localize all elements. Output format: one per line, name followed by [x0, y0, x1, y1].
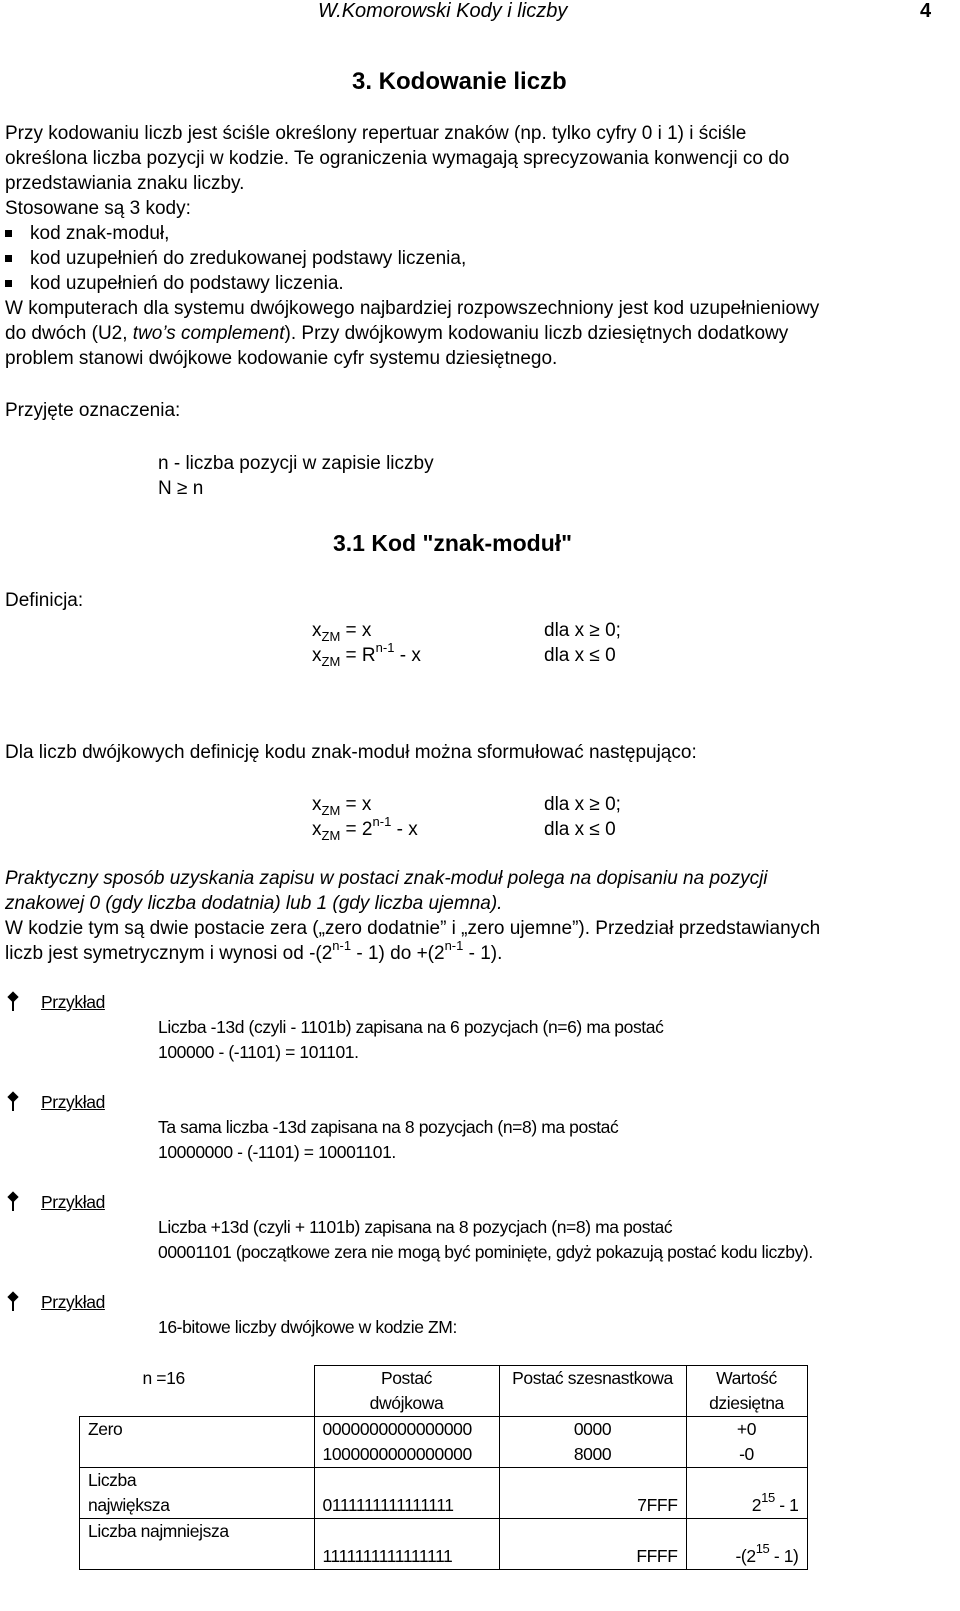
example-line: 10000000 - (-1101) = 10001101. [158, 1142, 396, 1162]
definition-condition-1: dla x ≥ 0; [544, 620, 621, 641]
binary-formula-2: $x_{ZM} = 2^{n-1} - x$ [312, 814, 418, 843]
code-list-item: kod uzupełnień do podstawy liczenia. [5, 271, 344, 296]
table-header-n: n =16 [142, 1367, 185, 1388]
practical-line-4: liczb jest symetrycznym i wynosi od -(2$^{n-1}$ - 1) do $+(2^{n-1} - 1)$. [5, 938, 503, 964]
intro-line-3: przedstawiania znaku liczby. [5, 173, 245, 194]
table-cell-binary: 0111111111111111 [314, 1468, 499, 1519]
intro-line-2: określona liczba pozycji w kodzie. Te ograniczenia wymagają sprecyzowania konwencji co do [5, 148, 790, 169]
table-row [80, 1519, 808, 1570]
table-cell-binary: 1111111111111111 [314, 1519, 499, 1570]
definition-condition-2: dla x ≤ 0 [544, 645, 616, 666]
table-cell-decimal: $-(2^{15} - 1)$ [686, 1519, 807, 1570]
code-list-item: kod znak-moduł, [5, 221, 169, 246]
binary-condition-1: dla x ≥ 0; [544, 794, 621, 815]
binary-condition-2: dla x ≤ 0 [544, 819, 616, 840]
para2-line-1: W komputerach dla systemu dwójkowego najbardziej rozpowszechniony jest kod uzupełnieniowy [5, 298, 820, 319]
example-line: 100000 - (-1101) = 101101. [158, 1042, 359, 1062]
table-header-binary: Postać dwójkowa [314, 1366, 499, 1417]
diamond-bullet-icon [6, 1091, 20, 1113]
definition-label: Definicja: [5, 590, 84, 611]
table-row [80, 1468, 808, 1519]
diamond-bullet-icon [6, 1191, 20, 1213]
diamond-bullet-icon [6, 1291, 20, 1313]
table-header-row [80, 1366, 808, 1417]
codes-intro: Stosowane są 3 kody: [5, 198, 191, 219]
practical-line-3: W kodzie tym są dwie postacie zera („zero dodatnie” i „zero ujemne”). Przedział przedstawianych [5, 918, 821, 939]
example-label: Przykład [41, 992, 105, 1012]
example-line: 00001101 (początkowe zera nie mogą być pominięte, gdyż pokazują postać kodu liczby). [158, 1242, 813, 1262]
table-row [80, 1417, 808, 1468]
example-label: Przykład [41, 1292, 105, 1312]
section-title: 3. Kodowanie liczb [352, 68, 567, 95]
table-cell-hex: 7FFF [499, 1468, 686, 1519]
table-cell-label: Liczba najmniejsza [80, 1519, 315, 1570]
practical-line-1: Praktyczny sposób uzyskania zapisu w postaci znak-moduł polega na dopisaniu na pozycji [5, 868, 768, 889]
binary-def-text: Dla liczb dwójkowych definicję kodu znak-moduł można sformułować następująco: [5, 742, 697, 763]
table-cell-binary: 0000000000000000 1000000000000000 [314, 1417, 499, 1468]
table-header-hex: Postać szesnastkowa [499, 1366, 686, 1417]
table-cell-label: Liczba największa [80, 1468, 315, 1519]
notation-line-1: n - liczba pozycji w zapisie liczby [158, 453, 434, 474]
bullet-square-icon [5, 280, 12, 287]
diamond-bullet-icon [6, 991, 20, 1013]
example-line: Liczba +13d (czyli + 1101b) zapisana na 8 pozycjach (n=8) ma postać [158, 1217, 673, 1237]
example-label: Przykład [41, 1092, 105, 1112]
running-header-title: W.Komorowski Kody i liczby [318, 0, 568, 22]
page-number: 4 [920, 0, 932, 22]
para2-line-3: problem stanowi dwójkowe kodowanie cyfr systemu dziesiętnego. [5, 348, 558, 369]
bullet-square-icon [5, 255, 12, 262]
bullet-square-icon [5, 230, 12, 237]
table-cell-hex: 0000 8000 [499, 1417, 686, 1468]
zm-table [79, 1365, 808, 1570]
definition-formula-1: $x_{ZM} = x$ [312, 620, 372, 644]
table-cell-hex: FFFF [499, 1519, 686, 1570]
notation-label: Przyjęte oznaczenia: [5, 400, 181, 421]
example-line: 16-bitowe liczby dwójkowe w kodzie ZM: [158, 1317, 457, 1337]
notation-line-2: N ≥ n [158, 478, 204, 499]
para2-line-2: do dwóch (U2, two’s complement). Przy dwójkowym kodowaniu liczb dziesiętnych dodatkowy [5, 323, 789, 344]
table-cell-label: Zero [80, 1417, 315, 1468]
example-label: Przykład [41, 1192, 105, 1212]
example-line: Liczba -13d (czyli - 1101b) zapisana na 6 pozycjach (n=6) ma postać [158, 1017, 664, 1037]
binary-formula-1: $x_{ZM} = x$ [312, 794, 372, 818]
table-header-decimal: Wartość dziesiętna [686, 1366, 807, 1417]
practical-line-2: znakowej 0 (gdy liczba dodatnia) lub 1 (gdy liczba ujemna). [5, 893, 503, 914]
intro-line-1: Przy kodowaniu liczb jest ściśle określony repertuar znaków (np. tylko cyfry 0 i 1) i ściśle [5, 123, 747, 144]
table-cell-decimal: +0 -0 [686, 1417, 807, 1468]
example-line: Ta sama liczba -13d zapisana na 8 pozycjach (n=8) ma postać [158, 1117, 619, 1137]
code-list-item: kod uzupełnień do zredukowanej podstawy liczenia, [5, 246, 466, 271]
table-cell-decimal: $2^{15} - 1$ [686, 1468, 807, 1519]
definition-formula-2: $x_{ZM} = R^{n-1} - x$ [312, 640, 421, 669]
subsection-title: 3.1 Kod "znak-moduł" [333, 530, 573, 556]
